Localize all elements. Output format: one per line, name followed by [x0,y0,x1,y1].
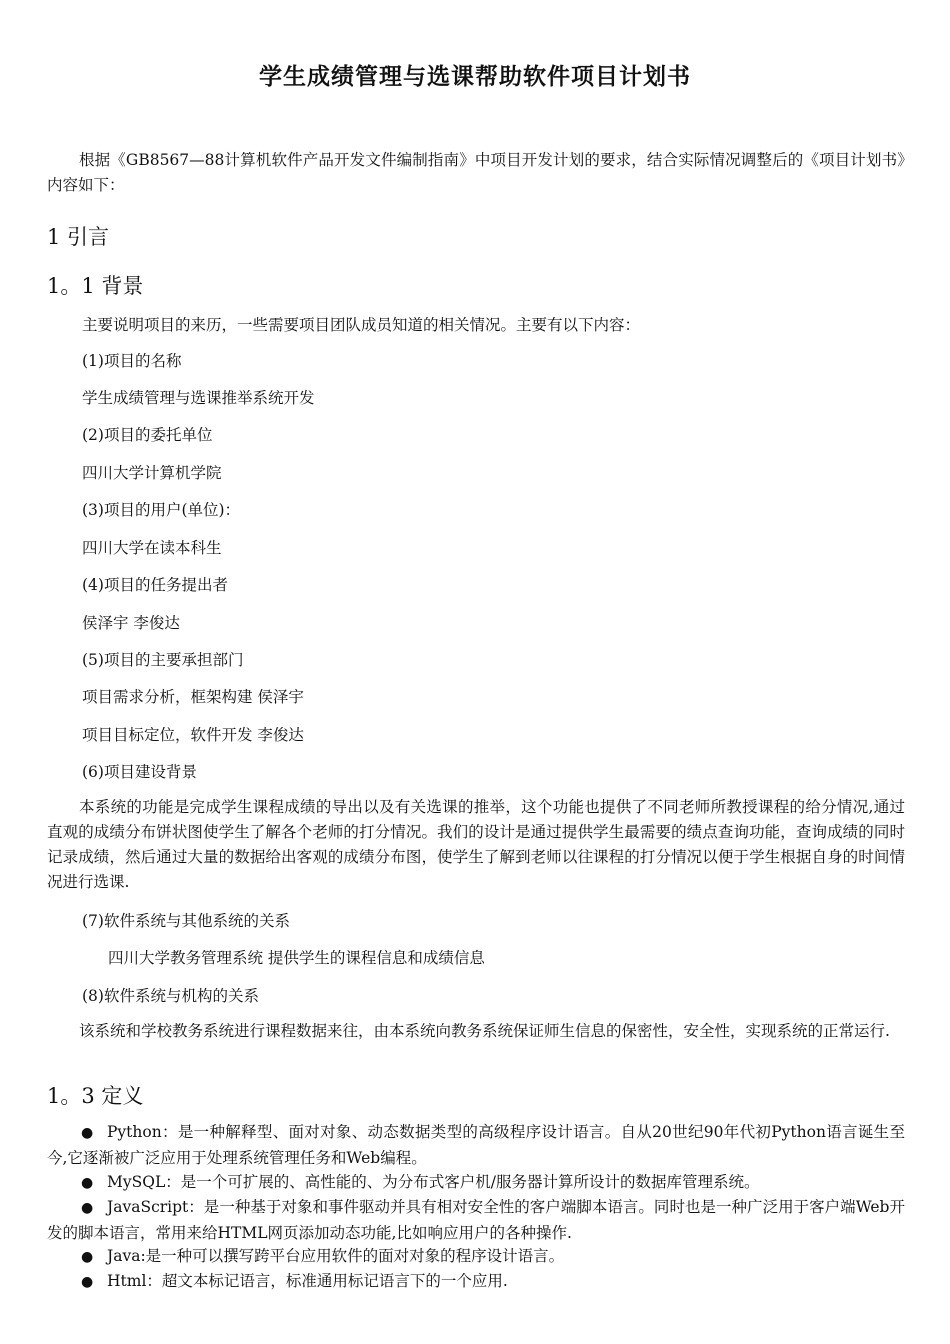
definition-text: Java:是一种可以撰写跨平台应用软件的面对对象的程序设计语言。 [107,1247,565,1265]
item-value-project-name: 学生成绩管理与选课推举系统开发 [82,389,315,407]
item-label-users: (3)项目的用户(单位)： [82,501,241,519]
definition-item [47,1244,905,1270]
background-intro: 主要说明项目的来历，一些需要项目团队成员知道的相关情况。主要有以下内容： [82,316,641,334]
definition-item [47,1269,905,1295]
section-heading-introduction: 1 引言 [47,225,110,249]
organization-relations-paragraph: 该系统和学校教务系统进行课程数据来往，由本系统向教务系统保证师生信息的保密性，安全性，实现系统的正常运行. [79,1022,890,1040]
project-background-paragraph: 本系统的功能是完成学生课程成绩的导出以及有关选课的推举，这个功能也提供了不同老师所教授课程的给分情况,通过直观的成绩分布饼状图使学生了解各个老师的打分情况。我们的设计是通过提供学生最需要的绩点查询功能，查询成绩的同时记录成绩，然后通过大量的数据给出客观的成绩分布图，使学生了解到老师以往课程的打分情况以便于学生根据自身的时间情况进行选课. [47,798,905,891]
definition-item [47,1195,905,1246]
document-title: 学生成绩管理与选课帮助软件项目计划书 [259,64,691,90]
bullet-icon: ● [81,1200,94,1216]
intro-paragraph: 根据《GB8567—88计算机软件产品开发文件编制指南》中项目开发计划的要求，结合实际情况调整后的《项目计划书》内容如下： [47,151,905,194]
item-value-department-1: 项目需求分析，框架构建 侯泽宇 [82,688,304,706]
section-heading-background: 1。1 背景 [47,274,144,298]
definition-item [47,1170,905,1196]
bullet-icon: ● [81,1175,94,1191]
definition-text: Python：是一种解释型、面对对象、动态数据类型的高级程序设计语言。自从20世纪90年代初Python语言诞生至今,它逐渐被广泛应用于处理系统管理任务和Web编程。 [47,1123,905,1167]
item-label-project-name: (1)项目的名称 [82,352,182,370]
item-value-system-relations: 四川大学教务管理系统 提供学生的课程信息和成绩信息 [108,949,485,967]
section-heading-definitions: 1。3 定义 [47,1084,144,1108]
item-value-commissioning-unit: 四川大学计算机学院 [82,464,222,482]
item-label-task-proposer: (4)项目的任务提出者 [82,576,228,594]
bullet-icon: ● [81,1125,94,1141]
item-value-task-proposer: 侯泽宇 李俊达 [82,614,180,632]
definition-text: JavaScript：是一种基于对象和事件驱动并具有相对安全性的客户端脚本语言。同时也是一种广泛用于客户端Web开发的脚本语言，常用来给HTML网页添加动态功能,比如响应用户的各种操作. [47,1198,905,1242]
bullet-icon: ● [81,1274,94,1290]
definition-text: Html：超文本标记语言，标准通用标记语言下的一个应用. [107,1272,508,1290]
definition-text: MySQL：是一个可扩展的、高性能的、为分布式客户机/服务器计算所设计的数据库管理系统。 [107,1173,760,1191]
item-label-commissioning-unit: (2)项目的委托单位 [82,426,213,444]
item-label-project-background: (6)项目建设背景 [82,763,197,781]
item-value-users: 四川大学在读本科生 [82,539,222,557]
definition-item [47,1120,905,1171]
bullet-icon: ● [81,1249,94,1265]
item-label-organization-relations: (8)软件系统与机构的关系 [82,987,259,1005]
item-value-department-2: 项目目标定位，软件开发 李俊达 [82,726,304,744]
item-label-system-relations: (7)软件系统与其他系统的关系 [82,912,290,930]
item-label-departments: (5)项目的主要承担部门 [82,651,244,669]
